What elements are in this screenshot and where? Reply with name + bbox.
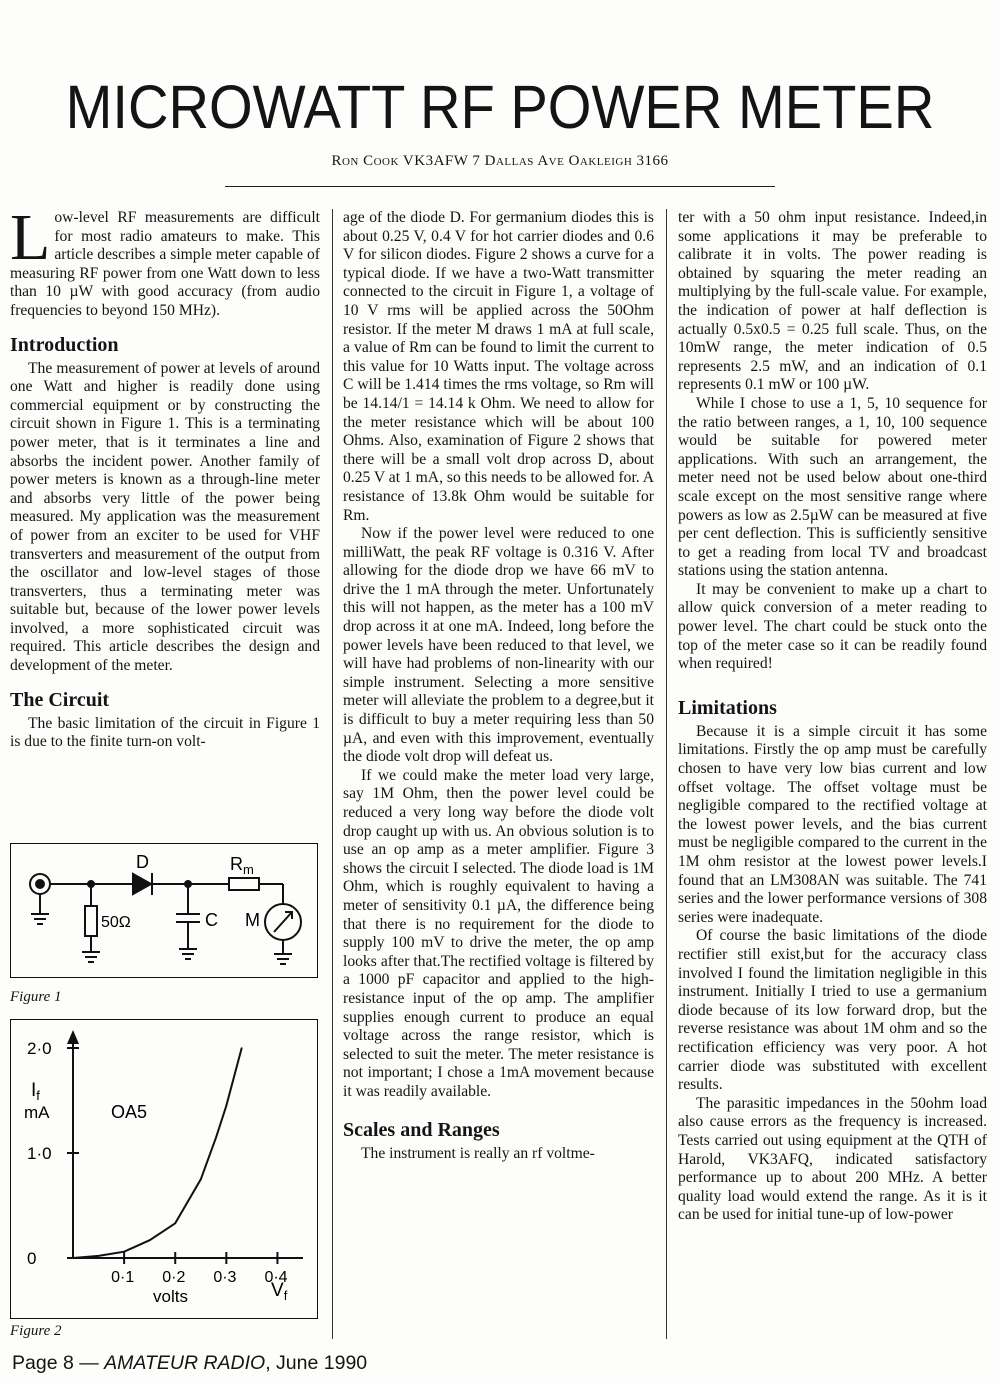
paragraph: The instrument is really an rf voltme- bbox=[361, 1144, 595, 1162]
data-point bbox=[241, 1047, 243, 1049]
article-byline: Ron Cook VK3AFW 7 Dallas Ave Oakleigh 3166 bbox=[331, 153, 669, 169]
y-axis-label: $I_f$ bbox=[31, 1080, 40, 1103]
article-title: MICROWATT RF POWER METER bbox=[65, 73, 935, 141]
drop-cap: L bbox=[10, 201, 51, 274]
heading-introduction: Introduction bbox=[10, 333, 119, 356]
y-tick-label: 1·0 bbox=[27, 1144, 52, 1163]
paragraph: The parasitic impedances in the 50ohm load also cause errors as the frequency is increased. Tests carried out using equipment at the QTH of Harold, VK3AFQ, indicated satisfactory performance up to about 200 MHz. A better quality load would extend the range. As it is it can be used for initial tune-up of low-power bbox=[678, 1094, 987, 1224]
footer-date: , June 1990 bbox=[265, 1352, 368, 1374]
y-ticks bbox=[27, 1039, 79, 1268]
paragraph: ter with a 50 ohm input resistance. Indeed,in some applications it may be preferable to calibrate it in volts. The power reading is obtained by squaring the meter reading an multiplying by the full-scale value. For example, the indication of power at half deflection is actually 0.5x0.5 = 0.25 full scale. Thus, on the 10mW range, the meter indication of 0.5 represents 2.5 mW, and an indication of 0.1 represents 0.1 mW or 100 µW. bbox=[678, 209, 987, 394]
x-axis-label: volts bbox=[153, 1287, 188, 1306]
y-axis-arrow bbox=[67, 1030, 79, 1044]
figure-1-circuit bbox=[10, 843, 318, 978]
paragraph: Because it is a simple circuit it has some limitations. Firstly the op amp must be carefully chosen to have very low bias current and low offset voltage. The offset voltage must be negligible compared to the rectified voltage at the lowest power levels, and the bias current must be negligible compared to the current in the 1M ohm resistor at the lowest power levels.I found that an LM308AN was suitable. The 741 series and the lower performance versions of 308 series were inadequate. bbox=[678, 722, 987, 926]
label-50-ohm: 50Ω bbox=[101, 914, 131, 931]
paragraph: While I chose to use a 1, 5, 10 sequence for the ratio between ranges, a 1, 10, 100 sequence would be suitable for powered meter applications. With such an arrangement, the meter need not be used below about one-third scale except on the most sensitive range where powers as low as 2.5µW can be measured at five per cent deflection. This is sufficiently sensitive to get a reading from local TV and broadcast stations using the station antenna. bbox=[678, 394, 987, 580]
curve-label-oa5: OA5 bbox=[111, 1102, 148, 1122]
data-point bbox=[149, 1239, 151, 1241]
footer-magazine: AMATEUR RADIO bbox=[104, 1352, 266, 1374]
data-point bbox=[98, 1255, 100, 1257]
label-capacitor: C bbox=[205, 910, 218, 930]
data-point bbox=[123, 1251, 125, 1253]
x-axis-variable: $V_f$ bbox=[271, 1280, 288, 1303]
x-tick-label: 0·2 bbox=[162, 1269, 186, 1286]
label-rm: $R_m$ bbox=[230, 854, 254, 877]
figure-2-chart bbox=[10, 1019, 318, 1319]
y-axis-unit: mA bbox=[24, 1103, 50, 1122]
heading-scales-and-ranges: Scales and Ranges bbox=[343, 1118, 500, 1141]
data-point bbox=[215, 1136, 217, 1138]
data-point bbox=[200, 1178, 202, 1180]
intro-paragraph: Low-level RF measurements are difficult for most radio amateurs to make. This article describes a simple meter capable of measuring RF power from one Watt down to less than 10 µW with good accuracy (from audio frequencies to beyond 150 MHz). bbox=[10, 201, 320, 319]
footer-page: Page 8 — bbox=[12, 1352, 105, 1374]
column-2 bbox=[343, 209, 654, 1163]
y-tick-label: 0 bbox=[27, 1249, 37, 1268]
paragraph: It may be convenient to make up a chart to allow quick conversion of a meter reading to power level. The chart could be stuck onto the top of the meter case so it can be readily found when required! bbox=[678, 580, 987, 673]
label-meter: M bbox=[245, 910, 260, 930]
figure-1-caption: Figure 1 bbox=[10, 989, 62, 1005]
x-tick-label: 0·4 bbox=[264, 1269, 288, 1286]
heading-the-circuit: The Circuit bbox=[10, 688, 110, 711]
diode-curve-chart bbox=[11, 1020, 317, 1318]
data-point bbox=[226, 1105, 228, 1107]
paragraph: If we could make the meter load very large, say 1M Ohm, then the power level could be reduced a very long way before the diode volt drop caught up with us. An obvious solution is to use an op amp as a meter amplifier. Figure 3 shows the circuit I selected. The diode load is 1M Ohm, which is roughly equivalent to having a meter of sensitivity 0.1 µA, the difference being that there is no requirement for the diode to supply 100 mV to drive the meter, the op amp looks after that.The rectified voltage is filtered by a 1000 pF capacitor and applied to the high-resistance input of the op amp. The amplifier supplies enough current to produce an equal voltage across the range resistor, which is selected to suit the meter. The meter resistance is not important; I chose a 1mA movement because it was readily available. bbox=[343, 766, 654, 1100]
paragraph: Of course the basic limitations of the diode rectifier still exist,but for the accuracy class involved I found the limitation negligible in this instrument. Initially I tried to use a germanium diode because of its low forward drop, but the reverse resistance was about 1M ohm and so the rectification efficiency was very poor. A hot carrier diode was substituted with excellent results. bbox=[678, 927, 987, 1094]
column-1 bbox=[10, 201, 320, 752]
label-diode: D bbox=[136, 852, 149, 872]
circuit-diagram bbox=[11, 844, 317, 977]
column-divider-2 bbox=[666, 209, 667, 1339]
paragraph: Now if the power level were reduced to one milliWatt, the peak RF voltage is 0.316 V. After allowing for the diode drop we have 66 mV to drive the 1 mA through the meter. Unfortunately this will not happen, as the meter has a 100 mV drop across it at one mA. Indeed, long before the power levels have been reduced to that level, we will have had problems of non-linearity with our simple instrument. Selecting a more sensitive meter will alleviate the problem to a degree,but it is difficult to buy a meter requiring less than 50 µA, and even with this improvement, eventually the diode volt drop will defeat us. bbox=[343, 525, 654, 766]
paragraph: The basic limitation of the circuit in Figure 1 is due to the finite turn-on volt- bbox=[10, 714, 320, 751]
paragraph: The measurement of power at levels of around one Watt and higher is readily done using commercial equipment or by constructing the circuit shown in Figure 1. This is a terminating power meter, that is it terminates a line and absorbs the incident power. Another family of power meters is known as a through-line meter and absorbs very little of the power being measured. My application was the measurement of power from an exciter to be used for VHF transverters and measurement of the output from the oscillator and low-level stages of those transverters, thus a terminating meter was suitable but, because of the lower power levels involved, a more sophisticated circuit was required. This article describes the design and development of the meter. bbox=[10, 359, 320, 675]
paragraph: age of the diode D. For germanium diodes this is about 0.25 V, 0.4 V for hot carrier diodes and 0.6 V for silicon diodes. Figure 2 shows a curve for a typical diode. If we have a two-Watt transmitter connected to the circuit in Figure 1, a voltage of 10 V rms will be applied across the 50Ohm resistor. If the meter M draws 1 mA at full scale, a value of Rm can be found to limit the current to this value for 10 Watts input. The voltage across C will be 1.414 times the rms voltage, so Rm will be 14.14/1 = 14.14 k Ohm. We need to allow for the meter resistance which will be about 100 Ohms. Also, examination of Figure 2 shows that there will be a small volt drop across D, about 0.25 V at 1 mA, so this needs to be allowed for. A resistance of 13.8k Ohm would be suitable for Rm. bbox=[343, 209, 654, 524]
column-3 bbox=[678, 209, 987, 1225]
title-rule bbox=[225, 186, 775, 187]
page-footer bbox=[12, 1352, 367, 1375]
x-tick-label: 0·3 bbox=[213, 1269, 237, 1286]
heading-limitations: Limitations bbox=[678, 696, 777, 719]
series-line-oa5 bbox=[73, 1048, 242, 1258]
data-point bbox=[72, 1257, 74, 1259]
figure-2-caption: Figure 2 bbox=[10, 1323, 62, 1339]
data-point bbox=[174, 1223, 176, 1225]
x-tick-label: 0·1 bbox=[111, 1269, 135, 1286]
column-divider-1 bbox=[332, 209, 333, 1339]
y-tick-label: 2·0 bbox=[27, 1039, 52, 1058]
data-points bbox=[72, 1047, 242, 1259]
